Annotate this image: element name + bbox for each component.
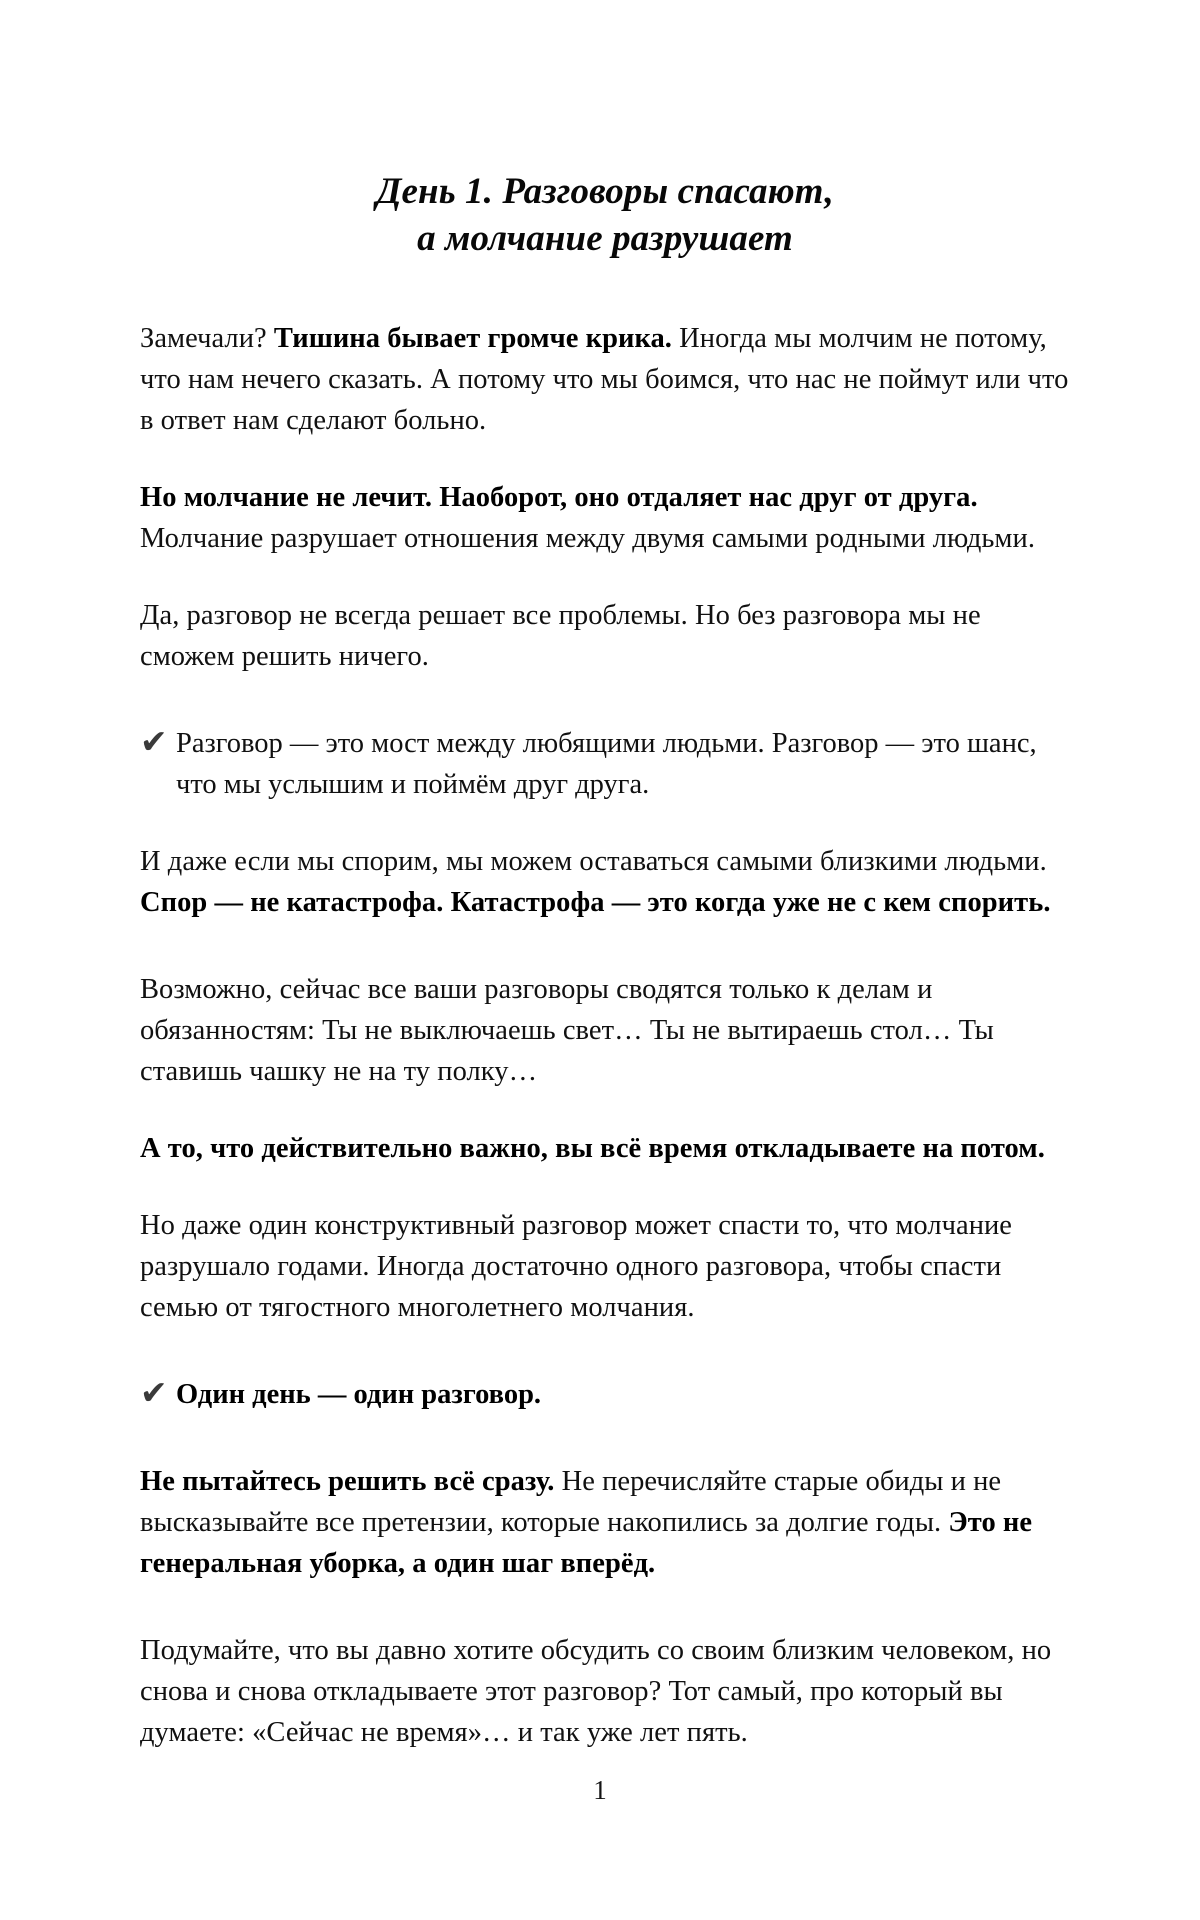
- paragraph-8: [140, 1461, 1070, 1584]
- paragraph-8-middle: Не перечисляйте старые обиды и не высказывайте все претензии, которые накопились за долгие годы.: [140, 1465, 1002, 1538]
- paragraph-4-bold: Спор — не катастрофа. Катастрофа — это когда уже не с кем спорить.: [140, 886, 1051, 918]
- checklist-item-1-text: Разговор — это мост между любящими людьми. Разговор — это шанс, что мы услышим и поймём друг друга.: [176, 727, 1037, 800]
- paragraph-1: [140, 318, 1070, 441]
- page-title: [140, 0, 1070, 263]
- paragraph-3: Да, разговор не всегда решает все проблемы. Но без разговора мы не сможем решить ничего.: [140, 599, 981, 672]
- paragraph-8-bold-1: Не пытайтесь решить всё сразу.: [140, 1465, 555, 1497]
- paragraph-6: А то, что действительно важно, вы всё время откладываете на потом.: [140, 1132, 1045, 1164]
- page-title-line-1: День 1. Разговоры спасают,: [376, 171, 834, 212]
- paragraph-2-rest: Молчание разрушает отношения между двумя самыми родными людьми.: [140, 522, 1035, 554]
- page-content: [140, 0, 1070, 1753]
- paragraph-1-lead: Замечали?: [140, 322, 274, 354]
- paragraph-5: Возможно, сейчас все ваши разговоры сводятся только к делам и обязанностям: Ты не выключаешь свет… Ты не вытираешь стол… Ты ставишь чашку не на ту полку…: [140, 973, 994, 1087]
- paragraph-7: Но даже один конструктивный разговор может спасти то, что молчание разрушало годами. Иногда достаточно одного разговора, чтобы спасти семью от тягостного многолетнего молчания.: [140, 1209, 1013, 1323]
- paragraph-1-bold: Тишина бывает громче крика.: [273, 322, 672, 354]
- page-number: 1: [593, 1775, 607, 1805]
- checklist-item-1: [140, 723, 1070, 805]
- paragraph-4: [140, 841, 1070, 923]
- check-mark-icon: ✔: [140, 1372, 168, 1412]
- check-mark-icon: ✔: [140, 721, 168, 761]
- paragraph-9: Подумайте, что вы давно хотите обсудить со своим близким человеком, но снова и снова откладываете этот разговор? Тот самый, про который вы думаете: «Сейчас не время»… и так уже лет пять.: [140, 1634, 1052, 1748]
- page-title-line-2: а молчание разрушает: [417, 218, 793, 260]
- paragraph-8-bold-2: Это не генеральная уборка, а один шаг вперёд.: [140, 1506, 1033, 1579]
- paragraph-2: [140, 477, 1070, 559]
- checklist-item-2: [140, 1374, 1070, 1415]
- paragraph-1-rest: Иногда мы молчим не потому, что нам нечего сказать. А потому что мы боимся, что нас не поймут или что в ответ нам сделают больно.: [140, 322, 1069, 436]
- paragraph-2-bold: Но молчание не лечит. Наоборот, оно отдаляет нас друг от друга.: [140, 481, 978, 513]
- paragraph-4-lead: И даже если мы спорим, мы можем оставаться самыми близкими людьми.: [140, 845, 1047, 877]
- checklist-item-2-text: Один день — один разговор.: [176, 1378, 542, 1410]
